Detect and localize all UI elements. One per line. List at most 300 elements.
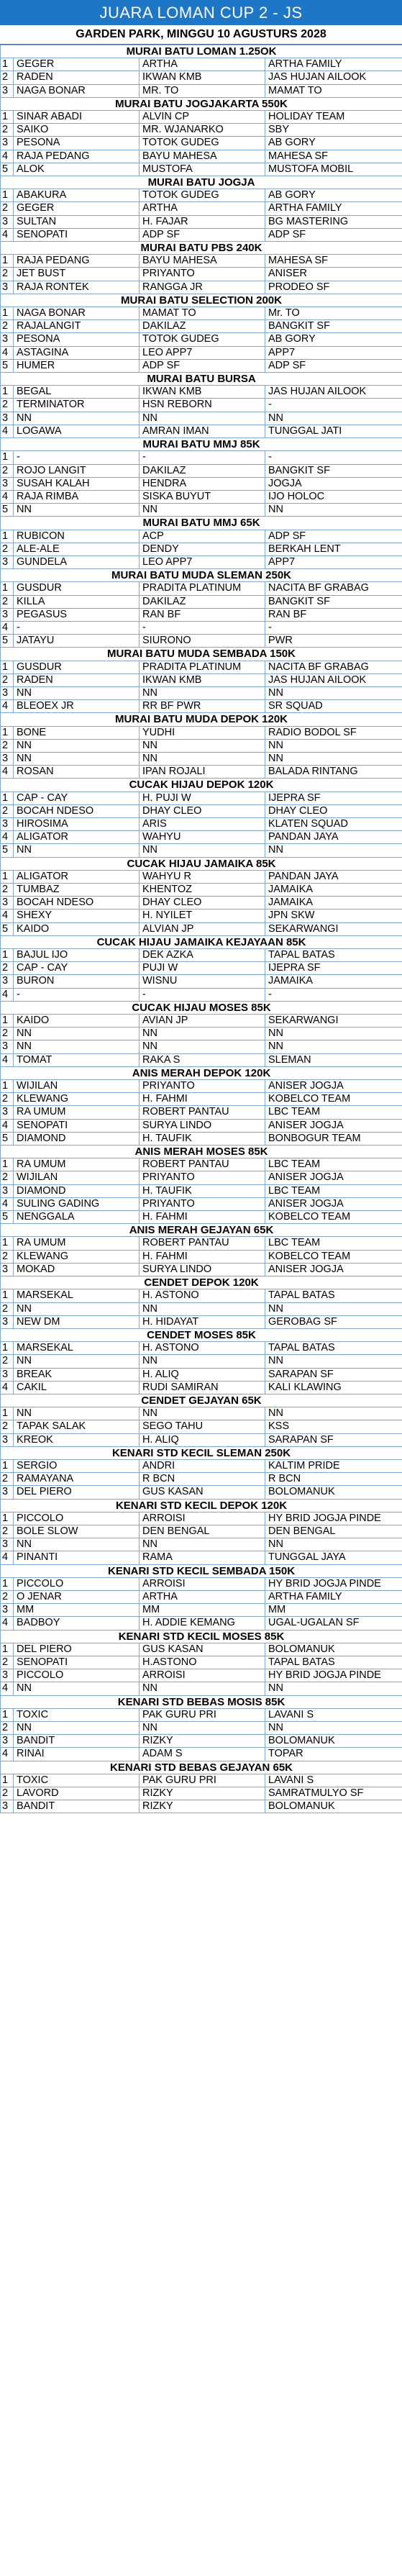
table-row [1, 490, 402, 503]
section-title: ANIS MERAH DEPOK 120K [1, 1066, 402, 1079]
section-header [1, 438, 402, 451]
team-cell: JAS HUJAN AILOOK [265, 674, 402, 686]
section-header [1, 648, 402, 661]
rank-cell: 3 [1, 412, 14, 425]
rank-cell: 1 [1, 1774, 14, 1787]
owner-cell: NN [140, 1028, 265, 1040]
team-cell: NN [265, 412, 402, 425]
section-title: KENARI STD KECIL SEMBADA 150K [1, 1564, 402, 1577]
owner-cell: PRADITA PLATINUM [140, 661, 265, 674]
owner-cell: IKWAN KMB [140, 71, 265, 84]
table-row [1, 215, 402, 228]
team-cell: NN [265, 1040, 402, 1053]
section-header [1, 1564, 402, 1577]
bird-name-cell: PICCOLO [14, 1669, 140, 1682]
rank-cell: 2 [1, 1420, 14, 1433]
table-row [1, 1381, 402, 1394]
rank-cell: 4 [1, 1381, 14, 1394]
table-row [1, 1722, 402, 1735]
table-row [1, 228, 402, 241]
team-cell: ANISER JOGJA [265, 1171, 402, 1184]
team-cell: MAMAT TO [265, 84, 402, 97]
team-cell: TAPAL BATAS [265, 1342, 402, 1355]
team-cell: NN [265, 739, 402, 752]
bird-name-cell: BLEOEX JR [14, 700, 140, 713]
rank-cell: 5 [1, 504, 14, 517]
rank-cell: 2 [1, 399, 14, 412]
table-row [1, 359, 402, 372]
bird-name-cell: PEGASUS [14, 608, 140, 621]
rank-cell: 3 [1, 1538, 14, 1551]
table-row [1, 766, 402, 779]
bird-name-cell: LOGAWA [14, 425, 140, 437]
owner-cell: - [140, 451, 265, 464]
section-title: MURAI BATU MUDA SEMBADA 150K [1, 648, 402, 661]
owner-cell: H. ALIQ [140, 1368, 265, 1381]
rank-cell: 1 [1, 661, 14, 674]
owner-cell: WAHYU [140, 831, 265, 844]
owner-cell: PAK GURU PRI [140, 1774, 265, 1787]
table-row [1, 726, 402, 739]
table-row [1, 582, 402, 595]
bird-name-cell: PINANTI [14, 1551, 140, 1564]
owner-cell: SIURONO [140, 635, 265, 648]
bird-name-cell: SINAR ABADI [14, 111, 140, 124]
table-row [1, 1368, 402, 1381]
section-header [1, 779, 402, 792]
owner-cell: PUJI W [140, 962, 265, 975]
team-cell: LBC TEAM [265, 1237, 402, 1250]
results-table [0, 45, 402, 1813]
owner-cell: PRIYANTO [140, 268, 265, 281]
bird-name-cell: JET BUST [14, 268, 140, 281]
bird-name-cell: ABAKURA [14, 189, 140, 202]
section-title: KENARI STD KECIL MOSES 85K [1, 1630, 402, 1643]
section-header [1, 176, 402, 189]
section-title: CUCAK HIJAU JAMAIKA KEJAYAAN 85K [1, 935, 402, 948]
owner-cell: PAK GURU PRI [140, 1708, 265, 1721]
rank-cell: 1 [1, 255, 14, 268]
bird-name-cell: GUSDUR [14, 661, 140, 674]
bird-name-cell: ALIGATOR [14, 831, 140, 844]
bird-name-cell: SENOPATI [14, 228, 140, 241]
owner-cell: NN [140, 1040, 265, 1053]
bird-name-cell: RAJA RONTEK [14, 281, 140, 294]
rank-cell: 2 [1, 268, 14, 281]
team-cell: SLEMAN [265, 1053, 402, 1066]
section-header [1, 1276, 402, 1289]
team-cell: ARTHA FAMILY [265, 202, 402, 215]
team-cell: JAMAIKA [265, 975, 402, 988]
bird-name-cell: NN [14, 1028, 140, 1040]
rank-cell: 5 [1, 359, 14, 372]
table-row [1, 1106, 402, 1119]
table-row [1, 399, 402, 412]
owner-cell: ROBERT PANTAU [140, 1106, 265, 1119]
bird-name-cell: RAJALANGIT [14, 320, 140, 333]
rank-cell: 1 [1, 582, 14, 595]
table-row [1, 1669, 402, 1682]
team-cell: SEKARWANGI [265, 922, 402, 935]
table-row [1, 504, 402, 517]
table-row [1, 1512, 402, 1525]
owner-cell: ARROISI [140, 1577, 265, 1590]
rank-cell: 3 [1, 1604, 14, 1617]
bird-name-cell: RAJA PEDANG [14, 150, 140, 163]
bird-name-cell: NN [14, 1040, 140, 1053]
section-title: MURAI BATU JOGJA [1, 176, 402, 189]
bird-name-cell: GUNDELA [14, 555, 140, 568]
bird-name-cell: NAGA BONAR [14, 307, 140, 320]
owner-cell: DAKILAZ [140, 595, 265, 608]
team-cell: R BCN [265, 1473, 402, 1486]
owner-cell: H. TAUFIK [140, 1184, 265, 1197]
owner-cell: ARTHA [140, 1590, 265, 1603]
rank-cell: 2 [1, 1525, 14, 1538]
table-row [1, 1040, 402, 1053]
table-row [1, 1263, 402, 1276]
team-cell: SBY [265, 124, 402, 137]
bird-name-cell: ROSAN [14, 766, 140, 779]
owner-cell: RIZKY [140, 1800, 265, 1813]
owner-cell: NN [140, 1407, 265, 1420]
owner-cell: PRIYANTO [140, 1080, 265, 1093]
section-title: CENDET DEPOK 120K [1, 1276, 402, 1289]
team-cell: AB GORY [265, 137, 402, 150]
bird-name-cell: BANDIT [14, 1735, 140, 1748]
bird-name-cell: WIJILAN [14, 1171, 140, 1184]
section-title: ANIS MERAH MOSES 85K [1, 1146, 402, 1158]
rank-cell: 4 [1, 490, 14, 503]
owner-cell: DEN BENGAL [140, 1525, 265, 1538]
section-header [1, 517, 402, 530]
bird-name-cell: KILLA [14, 595, 140, 608]
table-row [1, 464, 402, 477]
team-cell: BANGKIT SF [265, 595, 402, 608]
rank-cell: 1 [1, 1407, 14, 1420]
owner-cell: NN [140, 1722, 265, 1735]
section-title: ANIS MERAH GEJAYAN 65K [1, 1224, 402, 1237]
owner-cell: HENDRA [140, 477, 265, 490]
rank-cell: 2 [1, 1028, 14, 1040]
team-cell: - [265, 451, 402, 464]
rank-cell: 4 [1, 1053, 14, 1066]
table-row [1, 988, 402, 1001]
section-title: MURAI BATU JOGJAKARTA 550K [1, 97, 402, 110]
team-cell: PANDAN JAYA [265, 870, 402, 883]
owner-cell: NN [140, 686, 265, 699]
table-row [1, 530, 402, 543]
owner-cell: MR. TO [140, 84, 265, 97]
bird-name-cell: RA UMUM [14, 1158, 140, 1171]
bird-name-cell: RUBICON [14, 530, 140, 543]
table-row [1, 1237, 402, 1250]
bird-name-cell: CAKIL [14, 1381, 140, 1394]
owner-cell: DAKILAZ [140, 320, 265, 333]
team-cell: ANISER JOGJA [265, 1197, 402, 1210]
rank-cell: 4 [1, 1197, 14, 1210]
section-header [1, 857, 402, 870]
rank-cell: 1 [1, 870, 14, 883]
rank-cell: 1 [1, 949, 14, 962]
owner-cell: H. TAUFIK [140, 1132, 265, 1145]
bird-name-cell: BOCAH NDESO [14, 804, 140, 817]
table-row [1, 1289, 402, 1302]
owner-cell: RIZKY [140, 1735, 265, 1748]
table-row [1, 1433, 402, 1446]
section-title: CENDET MOSES 85K [1, 1328, 402, 1341]
table-row [1, 333, 402, 346]
bird-name-cell: JATAYU [14, 635, 140, 648]
team-cell: JPN SKW [265, 910, 402, 922]
table-row [1, 1774, 402, 1787]
table-row [1, 1407, 402, 1420]
section-title: MURAI BATU MUDA DEPOK 120K [1, 713, 402, 726]
team-cell: JAMAIKA [265, 897, 402, 910]
bird-name-cell: LAVORD [14, 1787, 140, 1800]
bird-name-cell: CAP - CAY [14, 792, 140, 804]
owner-cell: NN [140, 412, 265, 425]
team-cell: ANISER JOGJA [265, 1080, 402, 1093]
team-cell: APP7 [265, 346, 402, 359]
owner-cell: ADP SF [140, 228, 265, 241]
owner-cell: SURYA LINDO [140, 1263, 265, 1276]
team-cell: NN [265, 504, 402, 517]
team-cell: ADP SF [265, 359, 402, 372]
owner-cell: H. NYILET [140, 910, 265, 922]
team-cell: MAHESA SF [265, 150, 402, 163]
section-title: CUCAK HIJAU DEPOK 120K [1, 779, 402, 792]
table-row [1, 386, 402, 399]
rank-cell: 2 [1, 71, 14, 84]
section-title: KENARI STD BEBAS MOSIS 85K [1, 1695, 402, 1708]
rank-cell: 3 [1, 1368, 14, 1381]
owner-cell: RAKA S [140, 1053, 265, 1066]
table-row [1, 1538, 402, 1551]
owner-cell: H. HIDAYAT [140, 1315, 265, 1328]
team-cell: NN [265, 1682, 402, 1695]
owner-cell: DAKILAZ [140, 464, 265, 477]
rank-cell: 4 [1, 700, 14, 713]
rank-cell: 3 [1, 1263, 14, 1276]
rank-cell: 2 [1, 1171, 14, 1184]
rank-cell: 2 [1, 543, 14, 555]
team-cell: HY BRID JOGJA PINDE [265, 1577, 402, 1590]
team-cell: GEROBAG SF [265, 1315, 402, 1328]
table-row [1, 1093, 402, 1106]
team-cell: ARTHA FAMILY [265, 1590, 402, 1603]
bird-name-cell: ALE-ALE [14, 543, 140, 555]
owner-cell: LEO APP7 [140, 346, 265, 359]
team-cell: JAMAIKA [265, 884, 402, 897]
rank-cell: 1 [1, 1643, 14, 1656]
section-header [1, 1446, 402, 1459]
bird-name-cell: KAIDO [14, 1015, 140, 1028]
team-cell: MUSTOFA MOBIL [265, 163, 402, 176]
table-row [1, 674, 402, 686]
owner-cell: PRADITA PLATINUM [140, 582, 265, 595]
table-row [1, 1525, 402, 1538]
rank-cell: 1 [1, 1459, 14, 1472]
owner-cell: DHAY CLEO [140, 897, 265, 910]
table-row [1, 477, 402, 490]
bird-name-cell: BREAK [14, 1368, 140, 1381]
table-row [1, 962, 402, 975]
rank-cell: 3 [1, 1315, 14, 1328]
section-header [1, 569, 402, 582]
owner-cell: MM [140, 1604, 265, 1617]
table-row [1, 555, 402, 568]
rank-cell: 2 [1, 884, 14, 897]
bird-name-cell: TOXIC [14, 1774, 140, 1787]
team-cell: NN [265, 686, 402, 699]
owner-cell: H. FAHMI [140, 1211, 265, 1224]
team-cell: ANISER JOGJA [265, 1263, 402, 1276]
bird-name-cell: KREOK [14, 1433, 140, 1446]
rank-cell: 2 [1, 804, 14, 817]
team-cell: HY BRID JOGJA PINDE [265, 1512, 402, 1525]
team-cell: HOLIDAY TEAM [265, 111, 402, 124]
table-row [1, 817, 402, 830]
table-row [1, 910, 402, 922]
team-cell: SAMRATMULYO SF [265, 1787, 402, 1800]
table-row [1, 870, 402, 883]
bird-name-cell: SUSAH KALAH [14, 477, 140, 490]
table-row [1, 1656, 402, 1669]
section-header [1, 45, 402, 58]
team-cell: MAHESA SF [265, 255, 402, 268]
owner-cell: YUDHI [140, 726, 265, 739]
owner-cell: RAN BF [140, 608, 265, 621]
team-cell: NACITA BF GRABAG [265, 661, 402, 674]
bird-name-cell: NAGA BONAR [14, 84, 140, 97]
table-row [1, 124, 402, 137]
rank-cell: 4 [1, 1617, 14, 1630]
table-row [1, 1682, 402, 1695]
section-header [1, 935, 402, 948]
section-header [1, 242, 402, 255]
bird-name-cell: RAJA PEDANG [14, 255, 140, 268]
team-cell: - [265, 399, 402, 412]
rank-cell: 3 [1, 215, 14, 228]
table-row [1, 1315, 402, 1328]
bird-name-cell: MARSEKAL [14, 1342, 140, 1355]
rank-cell: 3 [1, 1433, 14, 1446]
team-cell: TAPAL BATAS [265, 1289, 402, 1302]
table-row [1, 1577, 402, 1590]
rank-cell: 2 [1, 1722, 14, 1735]
bird-name-cell: - [14, 621, 140, 634]
rank-cell: 3 [1, 1106, 14, 1119]
team-cell: TAPAL BATAS [265, 1656, 402, 1669]
owner-cell: H. ASTONO [140, 1289, 265, 1302]
team-cell: MM [265, 1604, 402, 1617]
owner-cell: H. PUJI W [140, 792, 265, 804]
team-cell: KSS [265, 1420, 402, 1433]
section-title: CUCAK HIJAU JAMAIKA 85K [1, 857, 402, 870]
rank-cell: 5 [1, 635, 14, 648]
bird-name-cell: NN [14, 412, 140, 425]
owner-cell: SURYA LINDO [140, 1119, 265, 1132]
rank-cell: 3 [1, 477, 14, 490]
table-row [1, 307, 402, 320]
team-cell: ADP SF [265, 228, 402, 241]
bird-name-cell: PICCOLO [14, 1512, 140, 1525]
table-row [1, 58, 402, 71]
table-row [1, 1015, 402, 1028]
bird-name-cell: TOXIC [14, 1708, 140, 1721]
team-cell: JOGJA [265, 477, 402, 490]
section-header [1, 1761, 402, 1774]
rank-cell: 1 [1, 307, 14, 320]
section-header [1, 1001, 402, 1014]
owner-cell: BAYU MAHESA [140, 150, 265, 163]
table-row [1, 1211, 402, 1224]
rank-cell: 1 [1, 111, 14, 124]
bird-name-cell: RA UMUM [14, 1106, 140, 1119]
table-row [1, 844, 402, 857]
bird-name-cell: KAIDO [14, 922, 140, 935]
section-header [1, 1066, 402, 1079]
owner-cell: H. ALIQ [140, 1433, 265, 1446]
bird-name-cell: MARSEKAL [14, 1289, 140, 1302]
rank-cell: 3 [1, 555, 14, 568]
bird-name-cell: SERGIO [14, 1459, 140, 1472]
owner-cell: ARTHA [140, 202, 265, 215]
bird-name-cell: KLEWANG [14, 1250, 140, 1263]
rank-cell: 3 [1, 137, 14, 150]
rank-cell: 4 [1, 150, 14, 163]
rank-cell: 4 [1, 766, 14, 779]
rank-cell: 4 [1, 425, 14, 437]
rank-cell: 1 [1, 530, 14, 543]
owner-cell: RIZKY [140, 1787, 265, 1800]
table-row [1, 595, 402, 608]
table-row [1, 1355, 402, 1368]
rank-cell: 5 [1, 163, 14, 176]
team-cell: BERKAH LENT [265, 543, 402, 555]
rank-cell: 5 [1, 922, 14, 935]
owner-cell: H. FAHMI [140, 1093, 265, 1106]
bird-name-cell: SULTAN [14, 215, 140, 228]
rank-cell: 1 [1, 1237, 14, 1250]
rank-cell: 1 [1, 726, 14, 739]
team-cell: ARTHA FAMILY [265, 58, 402, 71]
owner-cell: PRIYANTO [140, 1197, 265, 1210]
owner-cell: H.ASTONO [140, 1656, 265, 1669]
section-header [1, 1499, 402, 1512]
table-row [1, 84, 402, 97]
rank-cell: 3 [1, 1486, 14, 1499]
owner-cell: ROBERT PANTAU [140, 1237, 265, 1250]
rank-cell: 3 [1, 333, 14, 346]
bird-name-cell: TAPAK SALAK [14, 1420, 140, 1433]
team-cell: ADP SF [265, 530, 402, 543]
team-cell: SARAPAN SF [265, 1433, 402, 1446]
owner-cell: H. FAJAR [140, 215, 265, 228]
bird-name-cell: RADEN [14, 674, 140, 686]
table-row [1, 163, 402, 176]
rank-cell: 4 [1, 1551, 14, 1564]
owner-cell: IPAN ROJALI [140, 766, 265, 779]
table-row [1, 1735, 402, 1748]
table-row [1, 700, 402, 713]
table-row [1, 1486, 402, 1499]
bird-name-cell: BAJUL IJO [14, 949, 140, 962]
section-header [1, 1224, 402, 1237]
table-row [1, 1028, 402, 1040]
rank-cell: 3 [1, 897, 14, 910]
